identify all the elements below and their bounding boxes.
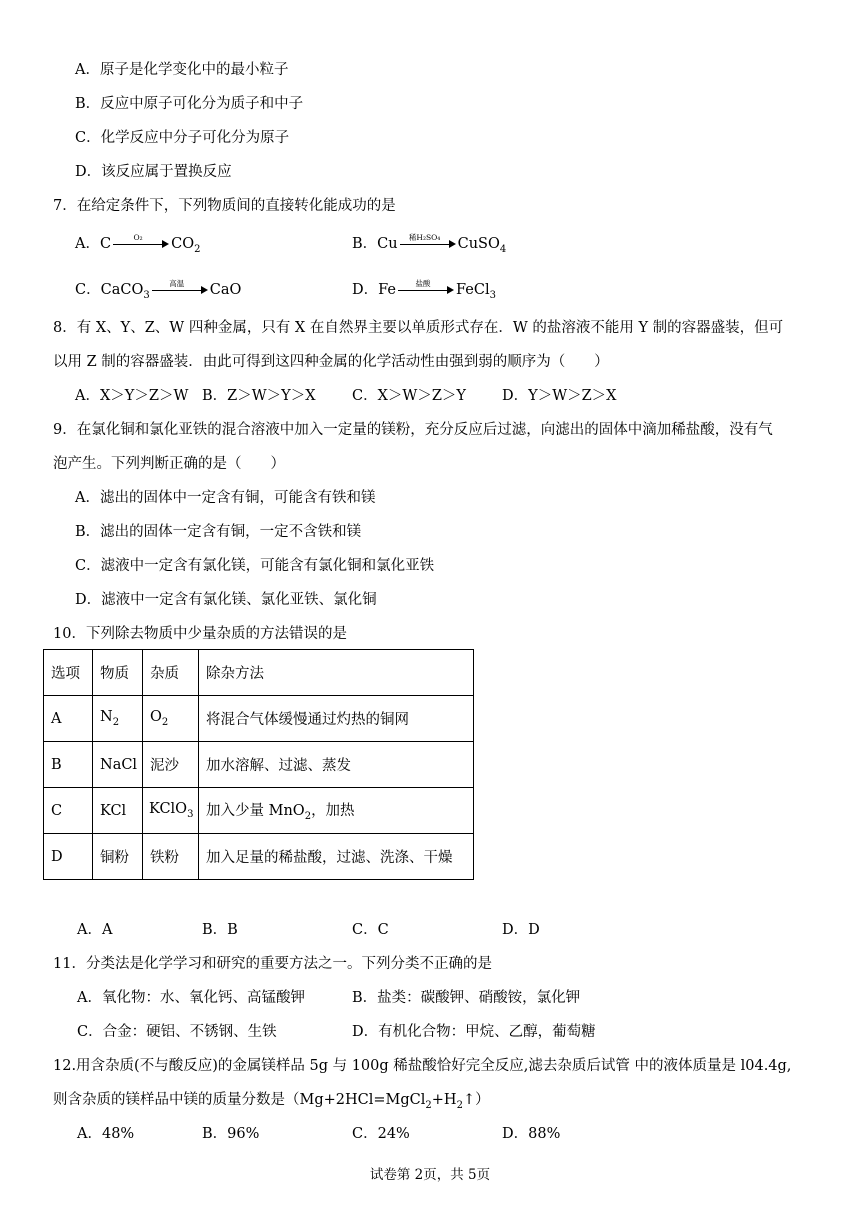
page-footer: 试卷第 2页，共 5页 — [369, 1167, 491, 1183]
table-cell: B — [44, 742, 93, 788]
table-header-cell: 除杂方法 — [199, 650, 474, 696]
q10-stem: 10．下列除去物质中少量杂质的方法错误的是 — [53, 626, 347, 642]
q10-option-c: C．C — [352, 922, 389, 938]
q8-option-d: D．Y＞W＞Z＞X — [502, 388, 617, 404]
q9-stem-line1: 9．在氯化铜和氯化亚铁的混合溶液中加入一定量的镁粉，充分反应后过滤，向滤出的固体中滴加稀盐酸，没有气 — [53, 422, 773, 438]
table-cell: 铁粉 — [143, 834, 199, 880]
q12-stem-line1: 12.用含杂质(不与酸反应)的金属镁样品 5g 与 100g 稀盐酸恰好完全反应,滤去杂质后试管 中的液体质量是 l04.4g, — [53, 1058, 792, 1074]
q6-option-a: A．原子是化学变化中的最小粒子 — [75, 62, 289, 78]
q9-option-d: D．滤液中一定含有氯化镁、氯化亚铁、氯化铜 — [75, 592, 377, 608]
table-cell: 泥沙 — [143, 742, 199, 788]
q12-option-c: C．24% — [352, 1126, 410, 1142]
table-cell: KClO$_3$ — [143, 788, 199, 834]
table-header-cell: 物质 — [93, 650, 143, 696]
q8-option-a: A．X＞Y＞Z＞W — [75, 388, 189, 404]
q10-option-d: D．D — [502, 922, 540, 938]
table-header-cell: 杂质 — [143, 650, 199, 696]
reaction-arrow-icon: 盐酸 — [398, 280, 454, 300]
q7-stem: 7．在给定条件下，下列物质间的直接转化能成功的是 — [53, 198, 396, 214]
table-cell: A — [44, 696, 93, 742]
q7-option-b: B．Cu 稀H₂SO₄ CuSO$_4$ — [352, 233, 507, 255]
table-cell: 加入足量的稀盐酸，过滤、洗涤、干燥 — [199, 834, 474, 880]
q9-option-c: C．滤液中一定含有氯化镁，可能含有氯化铜和氯化亚铁 — [75, 558, 435, 574]
table-row — [44, 788, 474, 834]
q12-stem-line2: 则含杂质的镁样品中镁的质量分数是$(Mg+2HCl=MgCl_2+H_2↑)$ — [53, 1092, 490, 1111]
reaction-arrow-icon: 稀H₂SO₄ — [400, 234, 456, 254]
table-cell: 加水溶解、过滤、蒸发 — [199, 742, 474, 788]
q11-stem: 11．分类法是化学学习和研究的重要方法之一。下列分类不正确的是 — [53, 956, 492, 972]
table-row — [44, 834, 474, 880]
q11-option-b: B．盐类：碳酸钾、硝酸铵，氯化钾 — [352, 990, 581, 1006]
table-cell: $O_2$ — [143, 696, 199, 742]
table-cell: $N_2$ — [93, 696, 143, 742]
table-cell: NaCl — [93, 742, 143, 788]
q11-option-a: A．氧化物：水、氧化钙、高锰酸钾 — [77, 990, 305, 1006]
table-cell: KCl — [93, 788, 143, 834]
table-cell: 加入少量 MnO$_2$，加热 — [199, 788, 474, 834]
q11-option-c: C．合金：硬铝、不锈钢、生铁 — [77, 1024, 277, 1040]
table-row — [44, 696, 474, 742]
reaction-arrow-icon: 高温 — [152, 280, 208, 300]
q6-option-d: D．该反应属于置换反应 — [75, 164, 232, 180]
q7-option-a: A．C O₂ $CO_2$ — [75, 233, 201, 255]
q10-option-b: B．B — [202, 922, 238, 938]
q6-option-c: C．化学反应中分子可化分为原子 — [75, 130, 290, 146]
q9-option-b: B．滤出的固体一定含有铜，一定不含铁和镁 — [75, 524, 362, 540]
table-row — [44, 742, 474, 788]
q6-option-b: B．反应中原子可化分为质子和中子 — [75, 96, 304, 112]
table-header-cell: 选项 — [44, 650, 93, 696]
q8-option-c: C．X＞W＞Z＞Y — [352, 388, 466, 404]
q7-option-d: D．Fe 盐酸 FeCl$_3$ — [352, 279, 496, 301]
table-cell: C — [44, 788, 93, 834]
table-cell: 铜粉 — [93, 834, 143, 880]
q8-stem-line2: 以用 Z 制的容器盛装．由此可得到这四种金属的化学活动性由强到弱的顺序为（ ） — [53, 354, 609, 370]
q11-option-d: D．有机化合物：甲烷、乙醇，葡萄糖 — [352, 1024, 596, 1040]
q10-option-a: A．A — [77, 922, 113, 938]
table-cell: D — [44, 834, 93, 880]
q12-option-d: D．88% — [502, 1126, 561, 1142]
table-cell: 将混合气体缓慢通过灼热的铜网 — [199, 696, 474, 742]
q12-option-b: B．96% — [202, 1126, 260, 1142]
q8-option-b: B．Z＞W＞Y＞X — [202, 388, 316, 404]
table-header-row — [44, 650, 474, 696]
q12-option-a: A．48% — [77, 1126, 135, 1142]
q9-stem-line2: 泡产生。下列判断正确的是（ ） — [53, 456, 285, 472]
reaction-arrow-icon: O₂ — [113, 234, 169, 254]
impurity-table — [43, 649, 474, 880]
q9-option-a: A．滤出的固体中一定含有铜，可能含有铁和镁 — [75, 490, 376, 506]
q8-stem-line1: 8．有 X、Y、Z、W 四种金属，只有 X 在自然界主要以单质形式存在．W 的盐溶液不能用 Y 制的容器盛装，但可 — [53, 320, 784, 336]
q7-option-c: C．CaCO$_3$ 高温 CaO — [75, 279, 242, 301]
